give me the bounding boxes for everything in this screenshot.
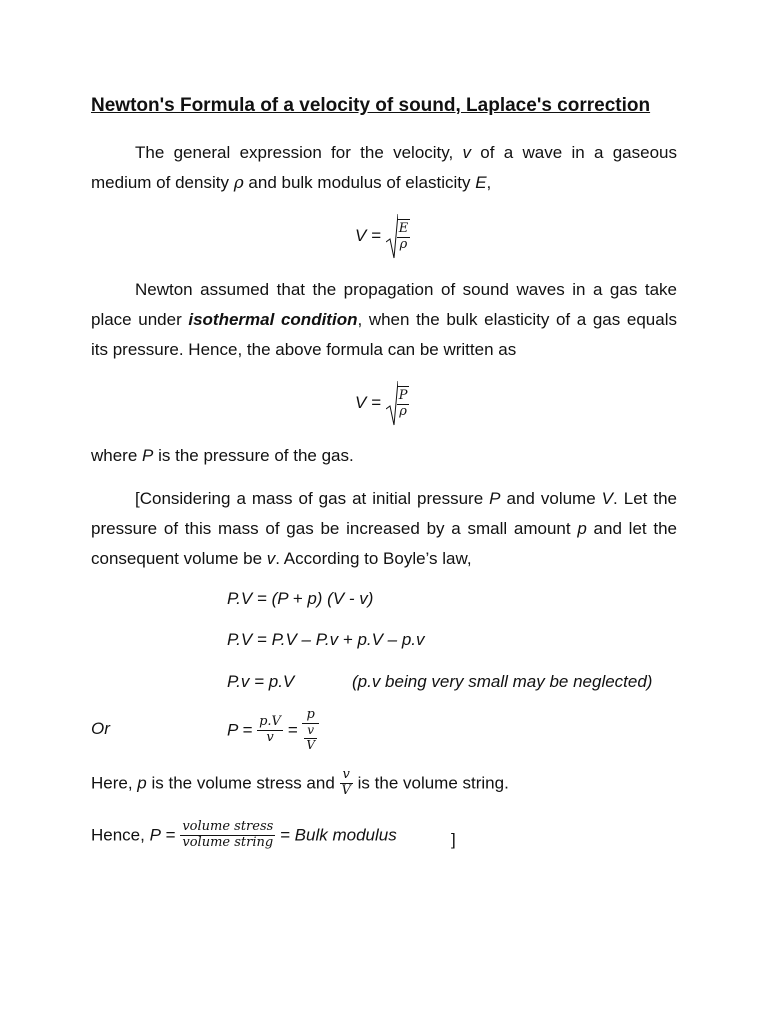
boyle-equation-3: P.v = p.V: [227, 672, 295, 691]
equation-v-sqrt-e-rho: V = $\frac{E}{\rho}$: [355, 212, 410, 260]
boyle-equation-2: P.V = P.V – P.v + p.V – p.v: [227, 630, 425, 649]
or-label: Or: [91, 719, 110, 738]
paragraph-considering-mass: [Considering a mass of gas at initial pressure P and volume V. Let the pressure of this mass of gas be increased by a small amount p and let the consequent volume be v. According to Boyle’s law,: [91, 489, 678, 568]
boyle-note: (p.v being very small may be neglected): [352, 672, 653, 691]
equation-p-fraction: P = $\frac{p.V}{v}$ = $\frac{p}{\frac{v}{V}}$: [227, 708, 319, 753]
paragraph-newton-assumption: Newton assumed that the propagation of sound waves in a gas take place under isothermal condition, when the bulk elasticity of a gas equals its pressure. Hence, the above formula can be written as: [91, 280, 677, 359]
paragraph-general-expression: The general expression for the velocity, v of a wave in a gaseous medium of density ρ and bulk modulus of elasticity E,: [91, 143, 677, 193]
page-title: Newton's Formula of a velocity of sound, Laplace's correction: [91, 95, 651, 116]
paragraph-where-p: where P is the pressure of the gas.: [91, 446, 354, 465]
paragraph-here-volume-stress: Here, p is the volume stress and $\frac{v}{V}$ is the volume string.: [91, 767, 509, 798]
paragraph-hence-bulk-modulus: Hence, P = $\frac{\text{volume stress}}{\text{volume string}}$ = Bulk modulus: [91, 819, 397, 850]
equation-v-sqrt-p-rho: V = $\frac{P}{\rho}$: [355, 379, 409, 427]
boyle-equation-1: P.V = (P + p) (V - v): [227, 589, 374, 608]
closing-bracket: ]: [451, 830, 456, 849]
